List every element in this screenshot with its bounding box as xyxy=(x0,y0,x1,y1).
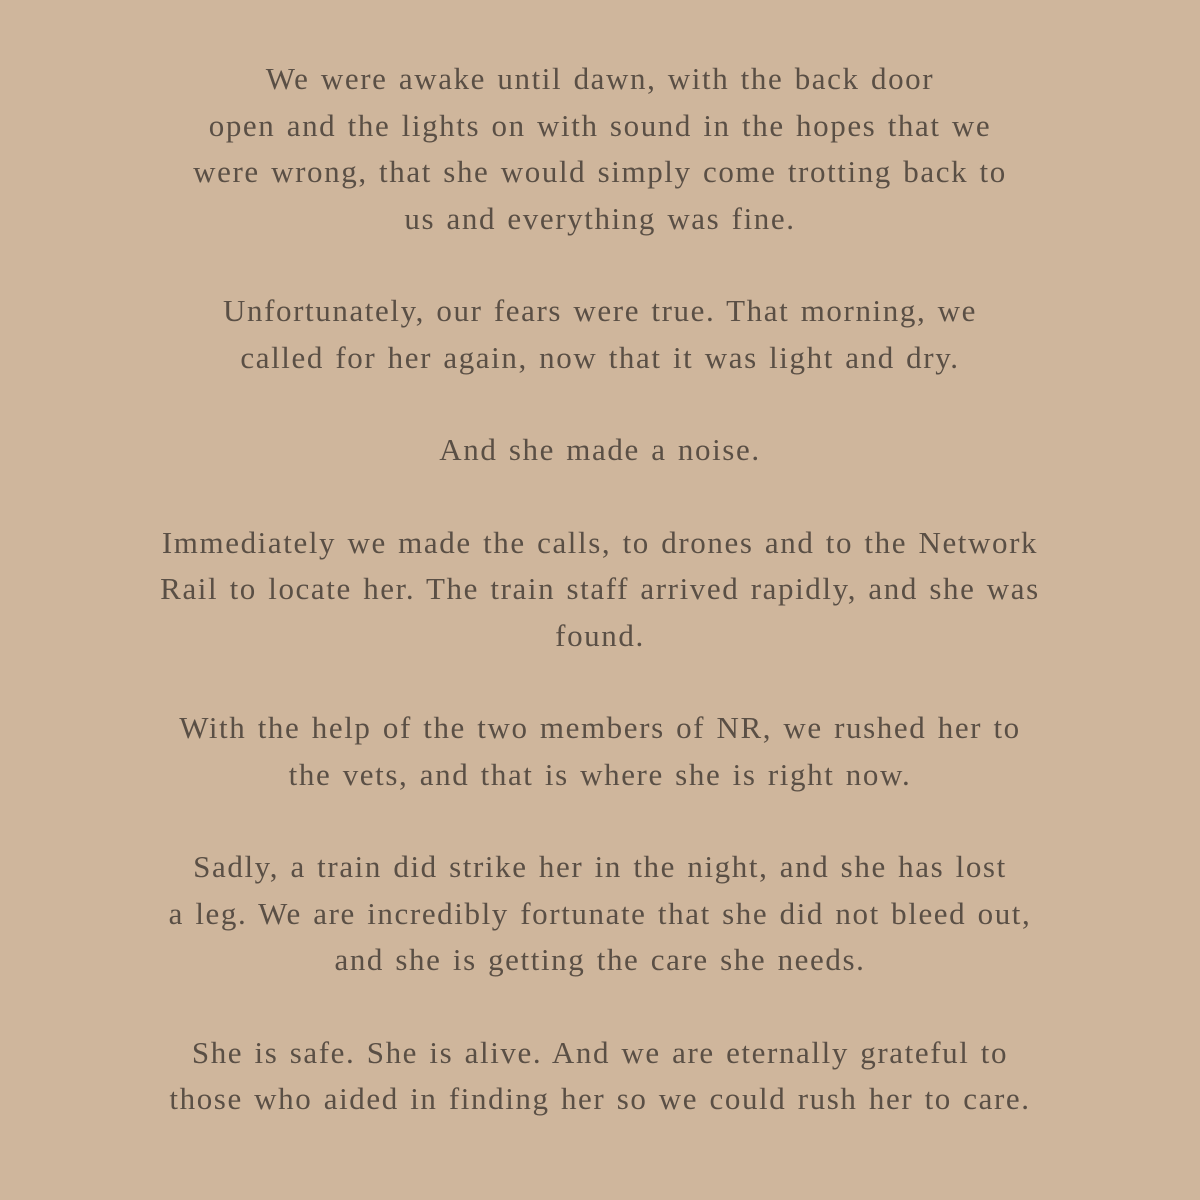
text-line: a leg. We are incredibly fortunate that she did not bleed out, xyxy=(168,895,1032,931)
text-line: And she made a noise. xyxy=(439,432,761,467)
paragraph-morning xyxy=(60,288,1140,381)
text-line: With the help of the two members of NR, we rushed her to xyxy=(179,710,1021,745)
text-line: found. xyxy=(555,617,645,653)
paragraph-vets xyxy=(60,705,1140,798)
text-line: called for her again, now that it was light and dry. xyxy=(240,339,960,375)
paragraph-waiting xyxy=(60,56,1140,242)
text-line: She is safe. She is alive. And we are eternally grateful to xyxy=(191,1034,1009,1070)
text-line: us and everything was fine. xyxy=(404,200,796,236)
text-line: those who aided in finding her so we could rush her to care. xyxy=(169,1081,1031,1116)
text-line: were wrong, that she would simply come trotting back to xyxy=(193,154,1007,189)
text-line: Unfortunately, our fears were true. That morning, we xyxy=(223,293,977,328)
text-line: and she is getting the care she needs. xyxy=(334,942,866,977)
text-line: Sadly, a train did strike her in the night, and she has lost xyxy=(193,849,1007,884)
text-line: Immediately we made the calls, to drones and to the Network xyxy=(161,524,1039,560)
paragraph-noise xyxy=(60,427,1140,474)
paragraph-grateful xyxy=(60,1030,1140,1123)
text-line: We were awake until dawn, with the back door xyxy=(265,61,935,96)
paragraph-injury xyxy=(60,844,1140,984)
text-line: open and the lights on with sound in the hopes that we xyxy=(208,107,992,143)
paragraph-calls xyxy=(60,520,1140,660)
text-line: the vets, and that is where she is right now. xyxy=(288,756,912,792)
text-line: Rail to locate her. The train staff arrived rapidly, and she was xyxy=(160,571,1040,606)
